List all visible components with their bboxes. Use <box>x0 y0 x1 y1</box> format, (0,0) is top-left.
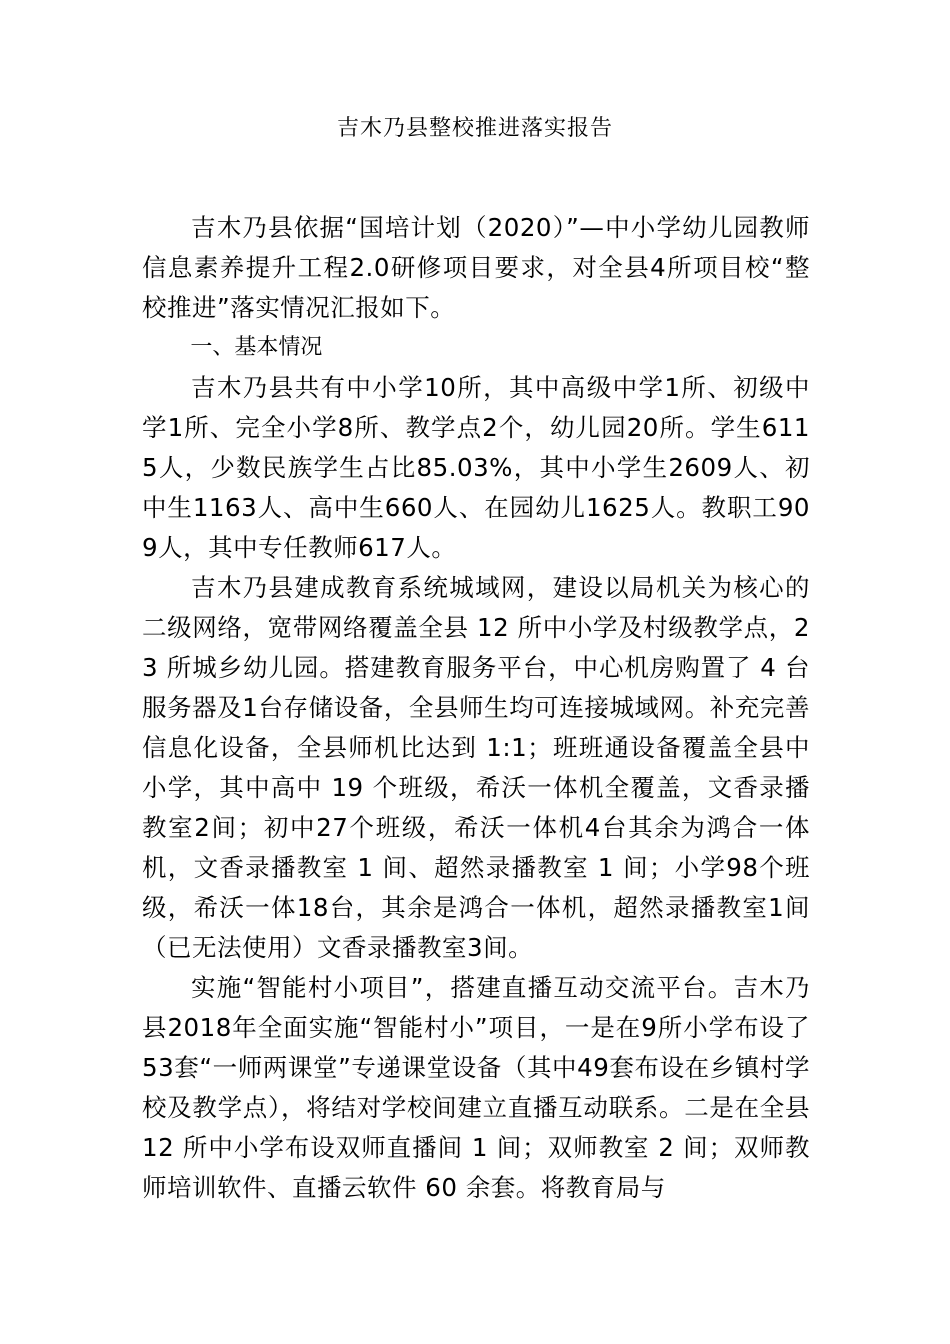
document-body <box>142 208 810 1208</box>
intro-paragraph: 吉木乃县依据“国培计划（2020）”—中小学幼儿园教师信息素养提升工程2.0研修项目要求，对全县4所项目校“整校推进”落实情况汇报如下。 <box>142 213 810 322</box>
section-heading-basic: 一、基本情况 <box>190 335 323 360</box>
document-title: 吉木乃县整校推进落实报告 <box>336 116 613 141</box>
network-paragraph: 吉木乃县建成教育系统城域网，建设以局机关为核心的二级网络，宽带网络覆盖全县 12 所中小学及村级教学点，23 所城乡幼儿园。搭建教育服务平台，中心机房购置了 4 台服务器及1台存储设备，全县师生均可连接城域网。补充完善信息化设备，全县师机比达到 1:1；班班通设备覆盖全县中小学，其中高中 19 个班级，希沃一体机全覆盖，文香录播教室2间；初中27个班级，希沃一体机4台其余为鸿合一体机，文香录播教室 1 间、超然录播教室 1 间；小学98个班级，希沃一体18台，其余是鸿合一体机，超然录播教室1间（已无法使用）文香录播教室3间。 <box>142 573 810 962</box>
basic-info-paragraph: 吉木乃县共有中小学10所，其中高级中学1所、初级中学1所、完全小学8所、教学点2个，幼儿园20所。学生6115人，少数民族学生占比85.03%，其中小学生2609人、初中生1163人、高中生660人、在园幼儿1625人。教职工909人，其中专任教师617人。 <box>142 373 810 562</box>
smart-village-paragraph: 实施“智能村小项目”，搭建直播互动交流平台。吉木乃县2018年全面实施“智能村小”项目，一是在9所小学布设了53套“一师两课堂”专递课堂设备（其中49套布设在乡镇村学校及教学点），将结对学校间建立直播互动联系。二是在全县 12 所中小学布设双师直播间 1 间；双师教室 2 间；双师教师培训软件、直播云软件 60 余套。将教育局与 <box>142 973 810 1202</box>
